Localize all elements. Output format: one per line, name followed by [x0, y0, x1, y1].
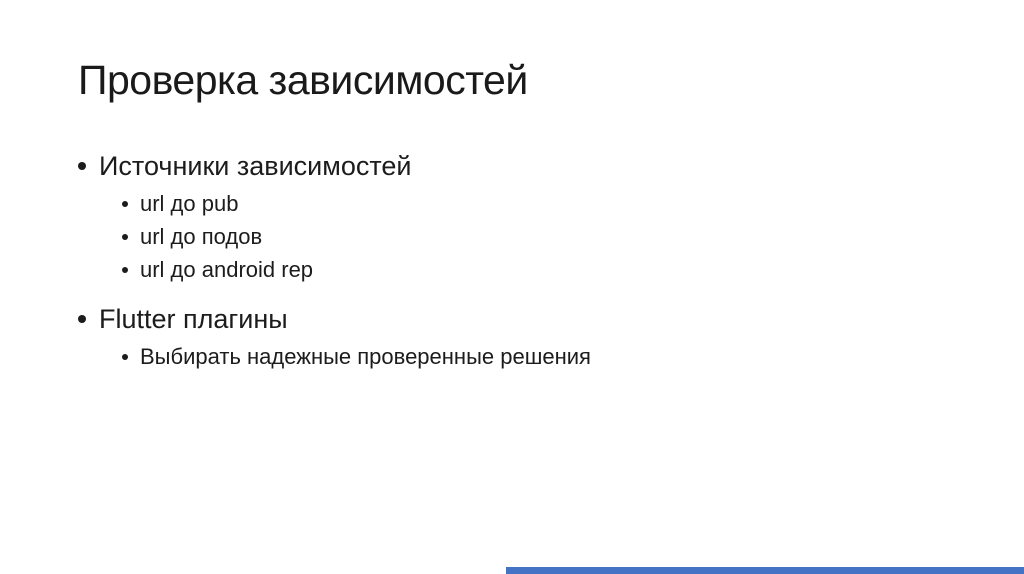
- bullet-icon: [78, 315, 86, 323]
- bullet-text: Источники зависимостей: [99, 151, 412, 181]
- sub-bullet-item: [122, 187, 984, 220]
- bullet-icon: [122, 354, 128, 360]
- bullet-icon: [78, 162, 86, 170]
- bullet-icon: [122, 267, 128, 273]
- slide-title: Проверка зависимостей: [78, 57, 528, 103]
- sub-bullet-text: url до android rep: [140, 257, 314, 282]
- sub-bullet-text: url до pub: [140, 191, 239, 216]
- sub-bullet-text: url до подов: [140, 224, 263, 249]
- bullet-list: [78, 146, 984, 373]
- bullet-item: [78, 146, 984, 186]
- bullet-icon: [122, 234, 128, 240]
- sub-bullet-item: [122, 253, 984, 286]
- sub-bullet-item: [122, 220, 984, 253]
- bullet-icon: [122, 201, 128, 207]
- bullet-item: [78, 299, 984, 339]
- sub-bullet-item: [122, 340, 984, 373]
- bullet-text: Flutter плагины: [99, 304, 288, 334]
- sub-bullet-text: Выбирать надежные проверенные решения: [140, 344, 591, 369]
- bottom-accent-bar: [506, 567, 1024, 574]
